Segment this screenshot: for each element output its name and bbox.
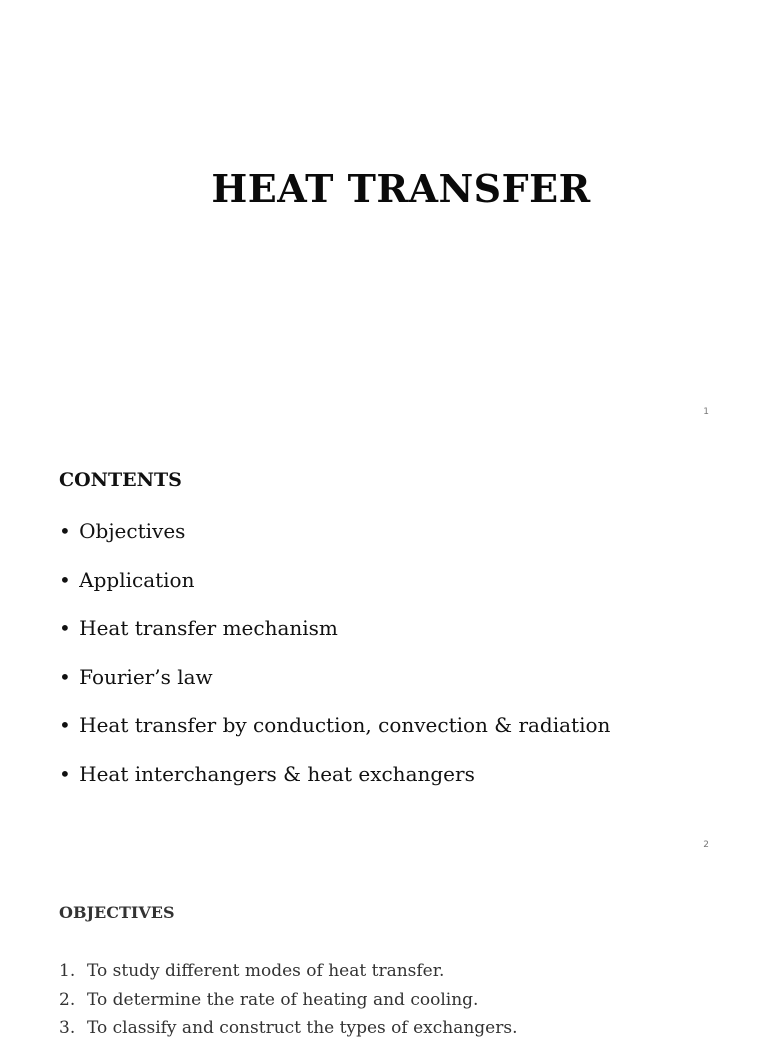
bullet-icon: • [59, 519, 71, 543]
list-item-label: Heat interchangers & heat exchangers [79, 761, 475, 786]
list-item-number: 3. [59, 1018, 76, 1038]
page-number: 2 [703, 840, 709, 850]
list-item-label: Heat transfer by conduction, convection & radiation [79, 713, 611, 737]
list-item-number: 2. [59, 989, 76, 1010]
list-item [59, 565, 610, 614]
list-item [59, 662, 610, 711]
list-item [59, 759, 610, 808]
list-item-label: To study different modes of heat transfer. [87, 961, 445, 981]
bullet-icon: • [59, 713, 71, 737]
objectives-list [59, 959, 517, 1045]
slide-contents [0, 432, 768, 865]
slide-title [0, 0, 768, 432]
list-item [59, 1016, 517, 1045]
bullet-icon: • [59, 616, 71, 640]
objectives-heading: OBJECTIVES [59, 903, 175, 922]
list-item [59, 959, 517, 988]
list-item [59, 988, 517, 1017]
list-item [59, 613, 610, 662]
bullet-icon: • [59, 664, 71, 689]
list-item [59, 710, 610, 759]
page-number: 1 [703, 407, 709, 417]
list-item-label: To classify and construct the types of exchangers. [87, 1018, 518, 1038]
slide-objectives [0, 865, 768, 1038]
page-title: HEAT TRANSFER [211, 166, 591, 211]
list-item-label: Fourier’s law [79, 664, 213, 689]
list-item-label: Objectives [79, 519, 186, 543]
contents-heading: CONTENTS [59, 469, 182, 491]
list-item [59, 516, 610, 565]
contents-list [59, 516, 610, 807]
list-item-label: Heat transfer mechanism [79, 616, 338, 640]
list-item-label: To determine the rate of heating and cooling. [87, 989, 479, 1010]
bullet-icon: • [59, 567, 71, 592]
list-item-label: Application [79, 567, 195, 592]
list-item-number: 1. [59, 961, 76, 981]
bullet-icon: • [59, 761, 71, 786]
